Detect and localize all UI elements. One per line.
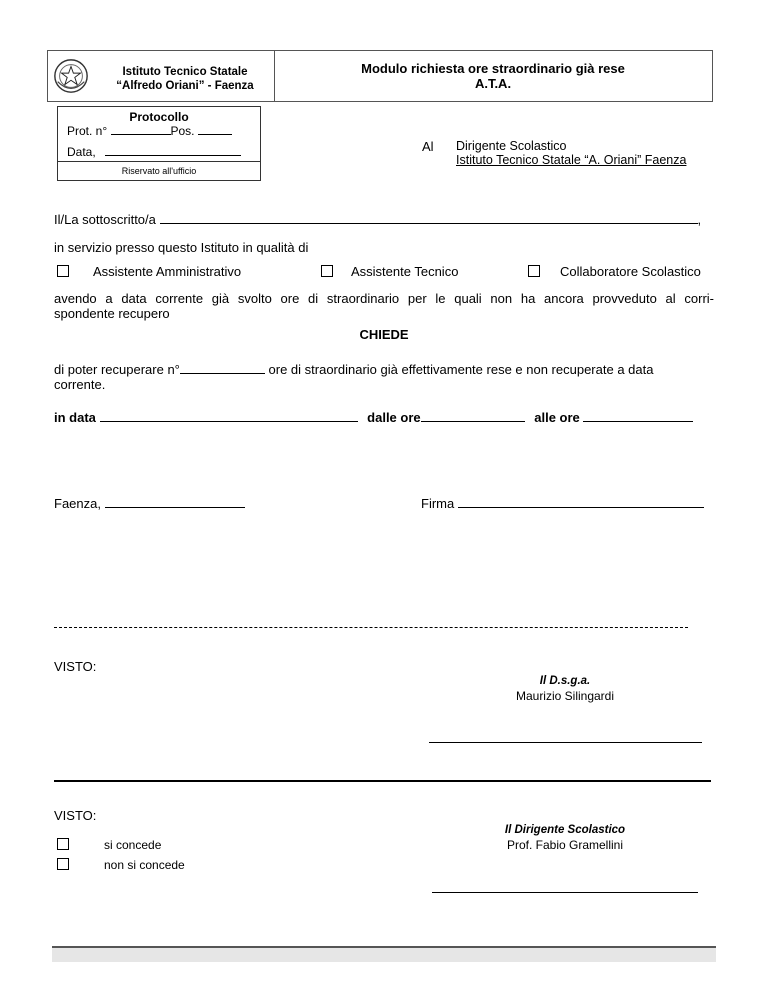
recuperare-paragraph [54,362,714,392]
protocollo-title: Protocollo [129,110,189,124]
dsga-role: Il D.s.g.a. [539,675,591,687]
header-title-cell [274,51,712,101]
pos-label: Pos. [170,124,195,138]
in-data-label: in data [54,410,96,425]
in-data-field[interactable] [100,421,358,422]
school-name [98,65,272,93]
sottoscritto-line: Il/La sottoscritto/a , [54,212,702,227]
recipient-line2: Istituto Tecnico Statale “A. Oriani” Faenza [456,153,687,167]
recipient-prefix: Al [422,139,434,154]
form-title [274,61,712,91]
visto1-label: VISTO: [54,659,97,674]
firma-line [421,496,704,511]
date-time-line [54,410,693,425]
school-name-line2: “Alfredo Oriani” - Faenza [116,80,254,92]
si-concede-label: si concede [104,838,162,852]
recuperare-pre: di poter recuperare n° [54,362,180,377]
checkbox-collaboratore-scolastico[interactable] [528,265,540,277]
riservato-label: Riservato all'ufficio [58,161,260,181]
sottoscritto-label: Il/La sottoscritto/a [54,212,156,227]
republic-emblem-icon [52,57,90,95]
non-si-concede-label: non si concede [104,858,185,872]
dirigente-signature-line[interactable] [432,892,698,893]
role-label-amministrativo: Assistente Amministrativo [93,264,242,279]
prot-number-field[interactable] [111,134,171,135]
firma-field[interactable] [458,507,704,508]
role-label-collaboratore: Collaboratore Scolastico [560,264,701,279]
section-divider [54,780,711,782]
data-field[interactable] [105,155,241,156]
recuperare-line1 [54,362,714,377]
dsga-name: Maurizio Silingardi [515,689,615,703]
form-title-line2: A.T.A. [474,76,512,91]
dsga-signature-line[interactable] [429,742,702,743]
cut-line-divider [54,627,688,628]
checkbox-si-concede[interactable] [57,838,69,850]
chiede-heading: CHIEDE [359,327,409,342]
faenza-label: Faenza, [54,496,101,511]
checkbox-assistente-tecnico[interactable] [321,265,333,277]
visto2-label: VISTO: [54,808,97,823]
dirigente-name: Prof. Fabio Gramellini [506,838,624,852]
faenza-line [54,496,245,511]
form-title-line1: Modulo richiesta ore straordinario già rese [361,61,625,76]
header-box [47,50,713,102]
servizio-text: in servizio presso questo Istituto in qualità di [54,240,309,255]
recipient [456,139,686,167]
protocollo-box [57,106,261,181]
dalle-ore-field[interactable] [421,421,525,422]
data-line [67,145,241,159]
avendo-line1: avendo a data corrente già svolto ore di straordinario per le quali non ha ancora provveduto al corri- [54,291,714,306]
role-label-tecnico: Assistente Tecnico [351,264,459,279]
dalle-ore-label: dalle ore [367,410,421,425]
avendo-paragraph [54,291,714,321]
alle-ore-field[interactable] [583,421,693,422]
data-label: Data, [67,145,96,159]
prot-label: Prot. n° [67,124,108,138]
recuperare-post: ore di straordinario già effettivamente rese e non recuperate a data [268,362,654,377]
recuperare-line2: corrente. [54,377,106,392]
firma-label: Firma [421,496,455,511]
dirigente-role: Il Dirigente Scolastico [504,824,626,836]
avendo-line2: spondente recupero [54,306,170,321]
prot-line [67,124,232,138]
ore-count-field[interactable] [180,373,265,374]
checkbox-non-si-concede[interactable] [57,858,69,870]
faenza-date-field[interactable] [105,507,245,508]
school-name-line1: Istituto Tecnico Statale [122,66,248,78]
alle-ore-label: alle ore [534,410,580,425]
page-footer-bar [52,946,716,962]
sottoscritto-field[interactable] [160,223,698,224]
recipient-line1: Dirigente Scolastico [456,139,567,153]
checkbox-assistente-amministrativo[interactable] [57,265,69,277]
pos-field[interactable] [198,134,232,135]
header-school-cell [48,51,275,101]
